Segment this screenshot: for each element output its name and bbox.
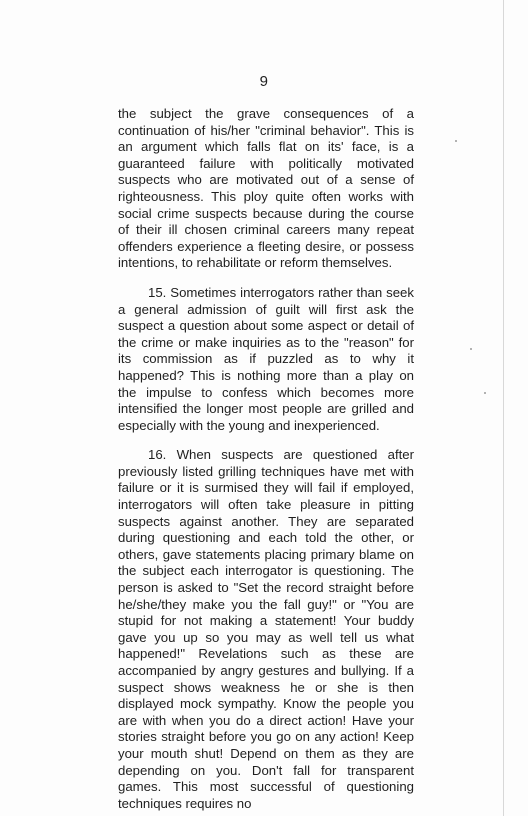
- paragraph-15: 15. Sometimes interrogators rather than seek a general admission of guilt will first ask the suspect a question about some aspect or detail of the crime or make inquiries as to the "reason" for its commission as if puzzled as to why it happened? This is nothing more than a play on the impulse to confess which becomes more intensified the longer most people are grilled and especially with the young and inexperienced.: [118, 284, 414, 433]
- paragraph-continuation: the subject the grave consequences of a continuation of his/her "criminal behavior". This is an argument which falls flat on its' face, is a guaranteed failure with politically motivated suspects who are motivated out of a sense of righteousness. This ploy quite often works with social crime suspects because during the course of their ill chosen criminal careers many repeat offenders experience a fleeting desire, or possess intentions, to rehabilitate or reform themselves.: [118, 106, 414, 271]
- page-edge-line: [503, 0, 504, 816]
- scan-speck: [455, 140, 457, 142]
- scan-speck: [484, 392, 486, 394]
- body-text: [118, 106, 414, 812]
- scan-speck: [470, 348, 472, 350]
- page-number: 9: [259, 73, 269, 90]
- paragraph-16: 16. When suspects are questioned after previously listed grilling techniques have met with failure or it is surmised they will fail if employed, interrogators will often take pleasure in pitting suspects against another. They are separated during questioning and each told the other, or others, gave statements placing primary blame on the subject each interrogator is questioning. The person is asked to "Set the record straight before he/she/they make you the fall guy!" or "You are stupid for not making a statement! Your buddy gave you up so you may as well tell us what happened!" Revelations such as these are accompanied by angry gestures and bullying. If a suspect shows weakness he or she is then displayed mock sympathy. Know the people you are with when you do a direct action! Have your stories straight before you go on any action! Keep your mouth shut! Depend on them as they are depending on you. Don't fall for transparent games. This most successful of questioning techniques requires no: [118, 447, 414, 811]
